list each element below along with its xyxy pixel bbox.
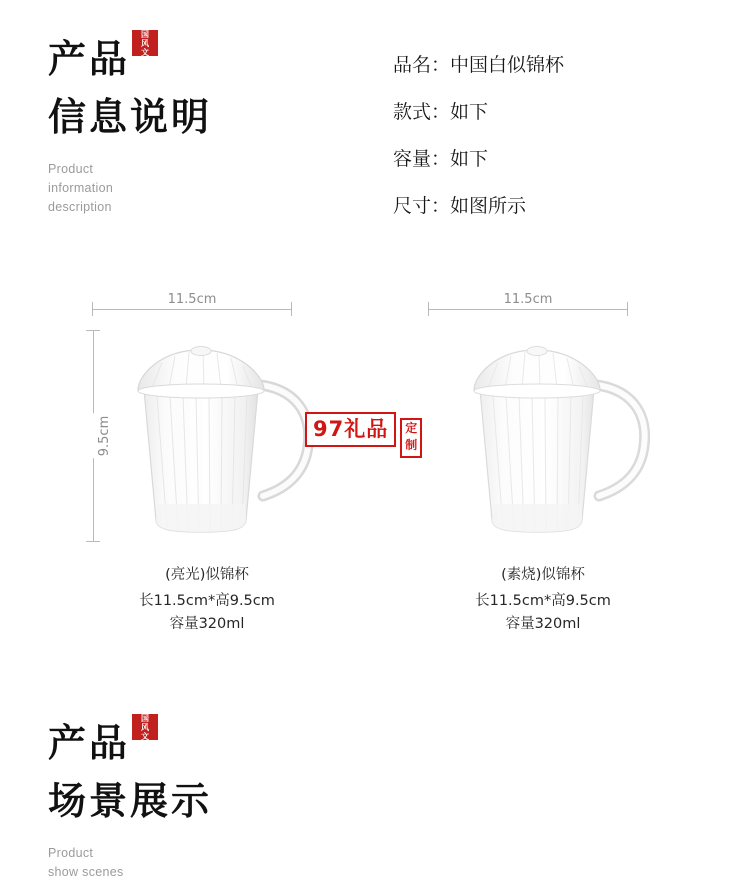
seal-stamp-icon <box>132 30 158 56</box>
subtitle-line-3: description <box>48 200 112 214</box>
spec-key-size: 尺寸： <box>393 195 451 217</box>
figure-caption-glossy <box>42 564 372 636</box>
spec-value-style: 如下 <box>450 101 489 123</box>
figure-caption-volume-glossy: 容量320ml <box>169 616 245 632</box>
product-figure-glossy <box>42 278 372 638</box>
section-heading-line1 <box>48 29 212 84</box>
subtitle2-line-2: show scenes <box>48 865 124 879</box>
figure-caption-volume-matte: 容量320ml <box>505 616 581 632</box>
dim-cap-bottom <box>86 541 100 542</box>
dimension-height-label-left: 9.5cm <box>93 414 116 459</box>
section-heading-show-scenes <box>48 713 213 882</box>
spec-row-capacity <box>393 146 564 173</box>
subtitle-line-2: information <box>48 181 114 195</box>
section2-heading-line1-text: 产品 <box>48 720 131 765</box>
spec-value-name: 中国白似锦杯 <box>450 54 565 76</box>
section2-heading-line1 <box>48 713 212 768</box>
dimension-width-label-right: 11.5cm <box>496 292 561 307</box>
section-subtitle-english <box>48 160 212 217</box>
watermark <box>305 412 422 458</box>
spec-row-style <box>393 99 564 126</box>
dimension-height-left <box>86 330 112 542</box>
spec-key-capacity: 容量： <box>393 148 451 170</box>
figure-caption-title-matte: (素烧)似锦杯 <box>501 567 585 583</box>
figure-caption-title-glossy: (亮光)似锦杯 <box>165 567 249 583</box>
dimension-width-label-left: 11.5cm <box>160 292 225 307</box>
figure-caption-size-matte: 长11.5cm*高9.5cm <box>475 593 611 609</box>
product-spec-list <box>393 52 564 240</box>
subtitle-line-1: Product <box>48 162 94 176</box>
seal2-char-3: 文 <box>141 731 150 741</box>
product-figure-group <box>0 278 750 648</box>
spec-key-name: 品名： <box>393 54 451 76</box>
section2-subtitle-english <box>48 844 212 882</box>
figure-caption-size-glossy: 长11.5cm*高9.5cm <box>139 593 275 609</box>
seal2-char-1: 国 <box>141 713 150 723</box>
section-heading-line1-text: 产品 <box>48 36 131 81</box>
figure-caption-matte <box>378 564 708 636</box>
spec-value-size: 如图所示 <box>450 195 527 217</box>
spec-value-capacity: 如下 <box>450 148 489 170</box>
spec-row-size <box>393 193 564 220</box>
seal-stamp-icon-2 <box>132 714 158 740</box>
spec-key-style: 款式： <box>393 101 451 123</box>
watermark-seal-line1: 定 <box>405 421 418 435</box>
subtitle2-line-1: Product <box>48 846 94 860</box>
watermark-seal-icon <box>400 418 422 458</box>
watermark-label: 97礼品 <box>305 412 396 447</box>
section2-heading-line2: 场景展示 <box>48 778 213 823</box>
seal-char-1: 国 <box>141 29 150 39</box>
cup-illustration-matte <box>436 306 686 556</box>
spec-row-name <box>393 52 564 79</box>
watermark-seal-line2: 制 <box>405 438 418 452</box>
section-heading-line2: 信息说明 <box>48 94 213 139</box>
product-figure-matte <box>378 278 708 638</box>
seal-char-2: 风 <box>141 38 150 48</box>
section-heading-product-info <box>48 29 213 217</box>
seal2-char-2: 风 <box>141 722 150 732</box>
seal-char-3: 文 <box>141 47 150 57</box>
